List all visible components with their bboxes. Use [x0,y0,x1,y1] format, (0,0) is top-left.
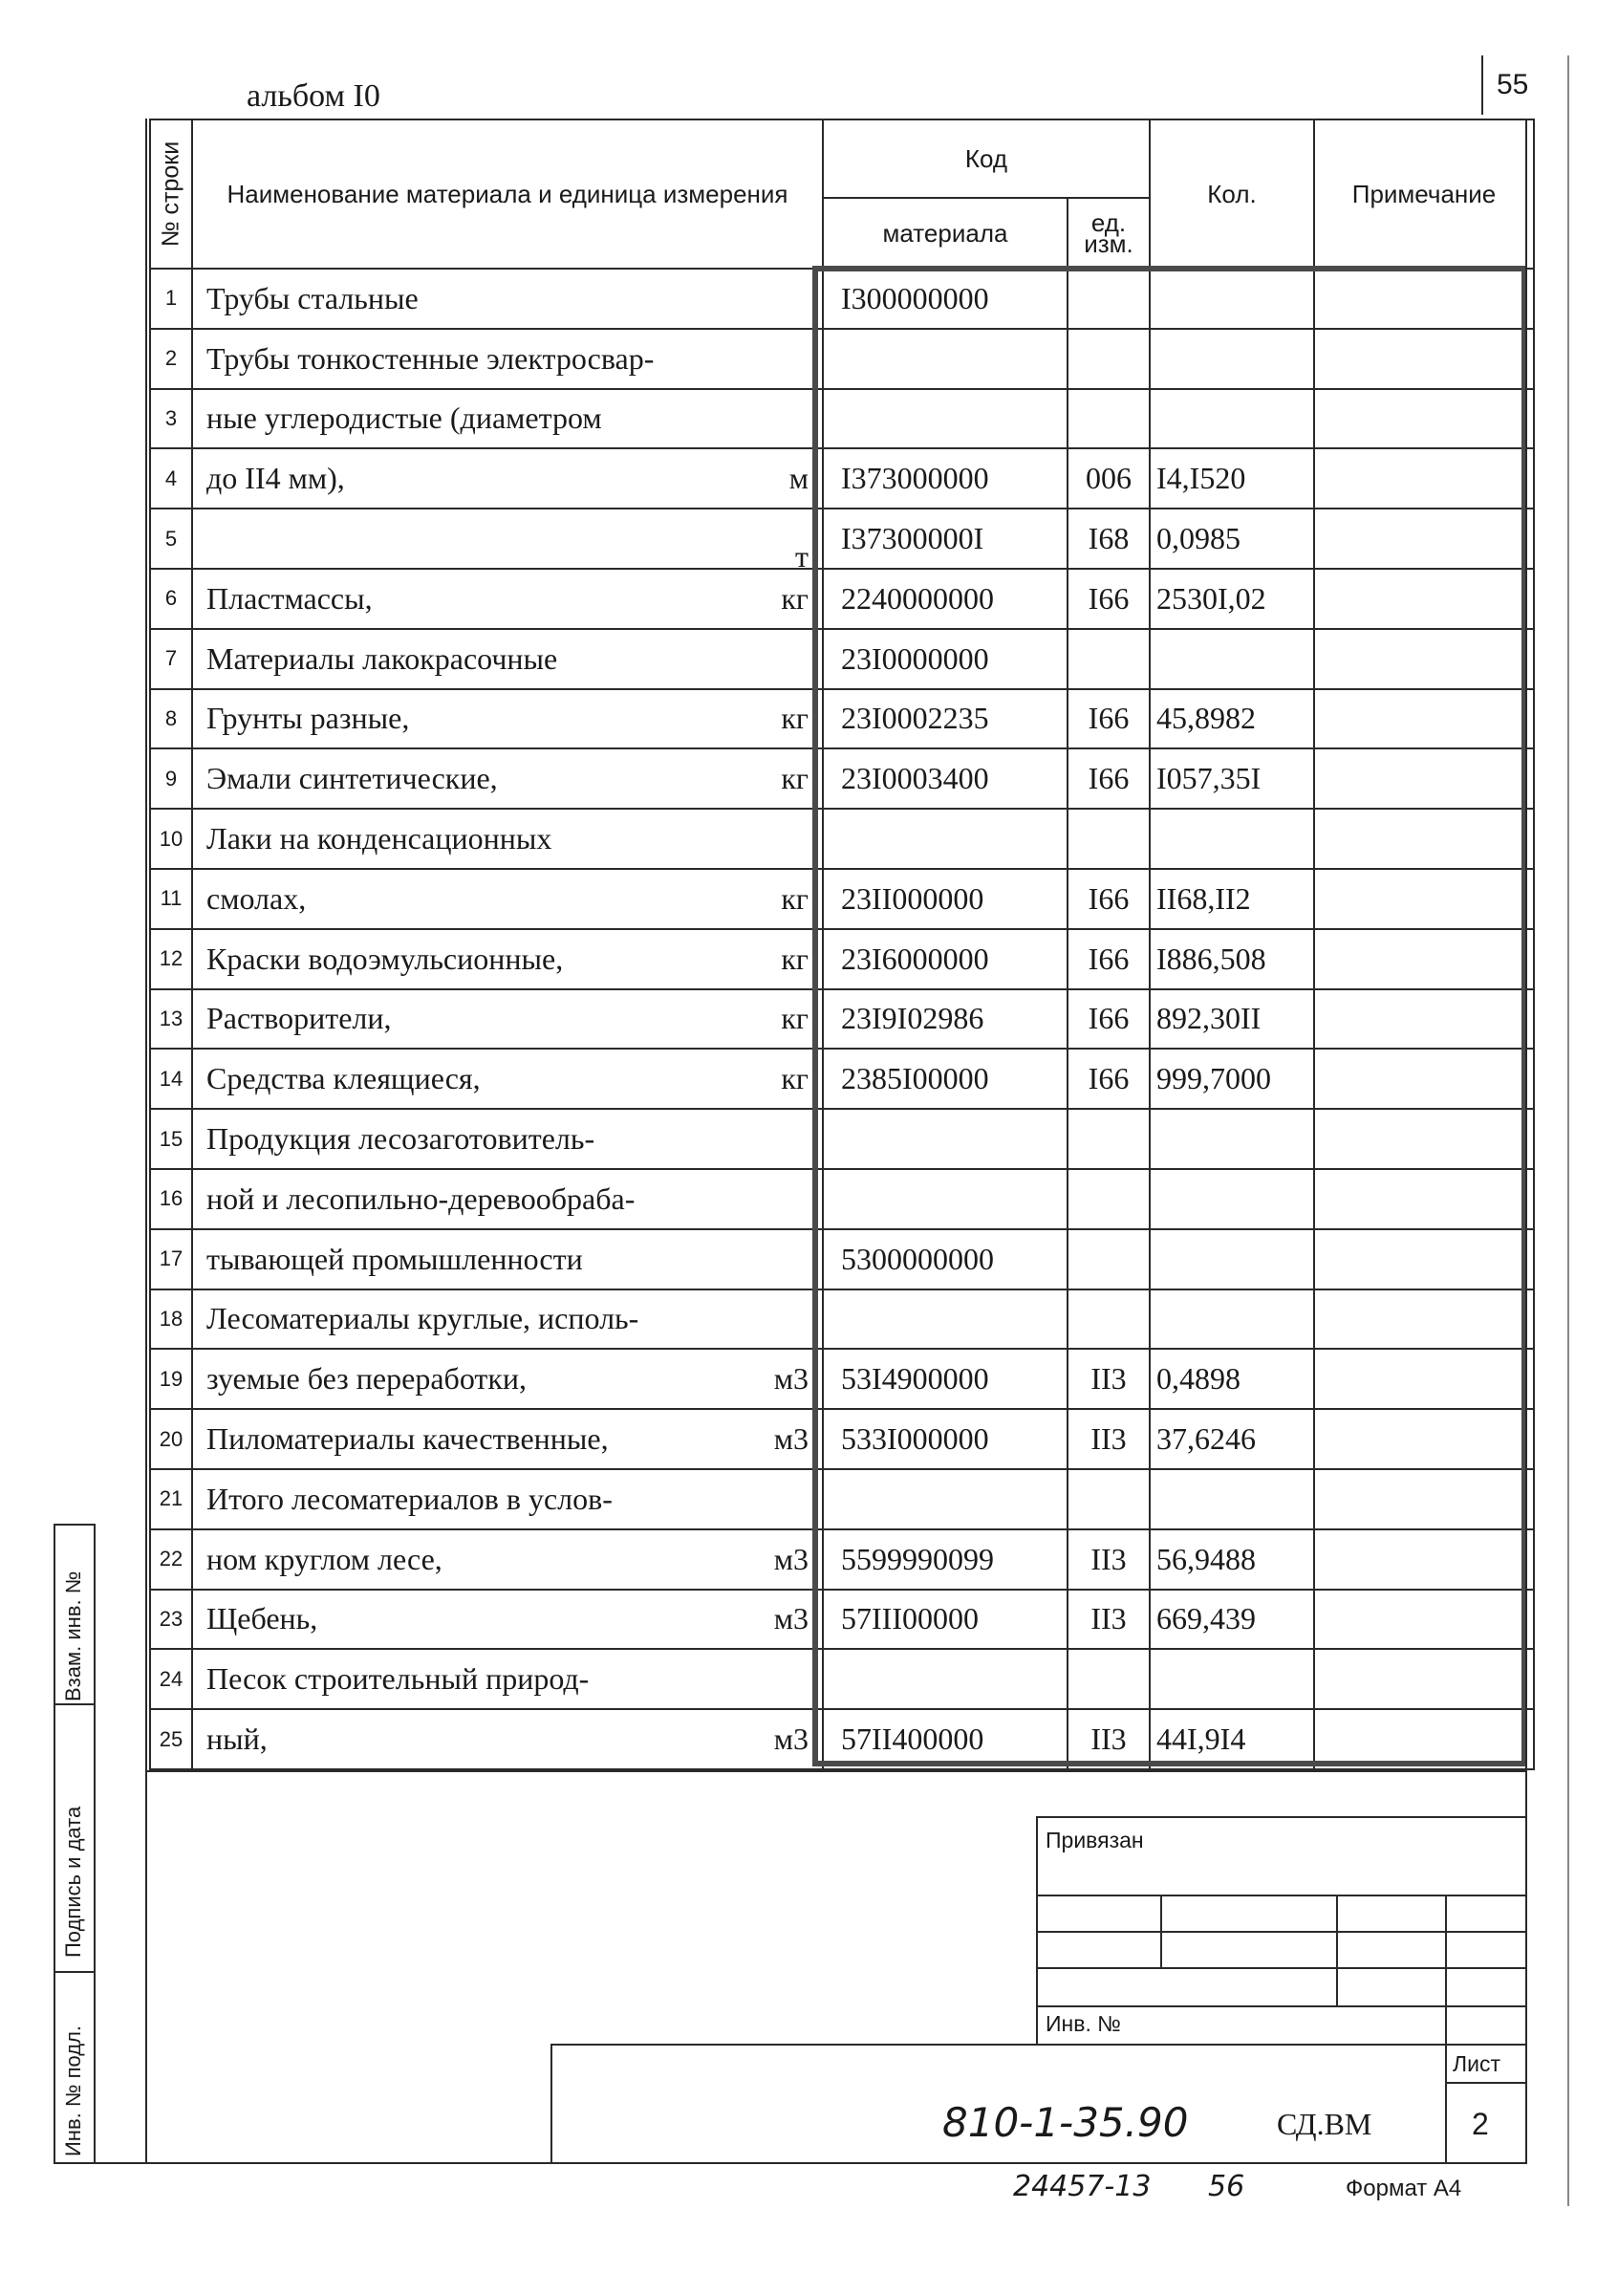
side-strip-div-2 [54,1971,96,1973]
unit-code-cell: I66 [1068,929,1150,989]
material-code-cell: 23I0000000 [823,629,1068,689]
material-name: ном круглом лесе, [206,1541,442,1576]
material-name: Итого лесоматериалов в услов- [206,1481,613,1516]
tb-grid-v3 [1445,1895,1447,2162]
material-name: смолах, [206,880,307,916]
material-name: Трубы стальные [206,280,419,315]
material-name: Пластмассы, [206,580,373,616]
list-number: 2 [1472,2107,1489,2141]
material-name-cell [192,389,823,449]
tb-grid-h2 [1036,1931,1525,1933]
tb-grid-h4 [1036,2005,1525,2007]
quantity-cell: 56,9488 [1150,1529,1314,1590]
frame-left-line [145,119,147,2162]
quantity-cell: 0,4898 [1150,1349,1314,1409]
row-number-cell: 6 [150,569,192,629]
material-unit: кг [781,941,809,976]
unit-code-cell: I66 [1068,1049,1150,1109]
material-name: Трубы тонкостенные электросвар- [206,340,655,376]
material-name: ной и лесопильно-деревообраба- [206,1180,636,1216]
material-name-cell [192,689,823,749]
quantity-cell: I4,I520 [1150,448,1314,509]
unit-code-cell: I66 [1068,748,1150,809]
material-code-cell: 2385I00000 [823,1049,1068,1109]
material-name: Пиломатериалы качественные, [206,1421,609,1457]
side-strip-outer [54,1524,55,2164]
header-code-unit: ед. изм. [1068,198,1150,269]
unit-code-cell: II3 [1068,1529,1150,1590]
row-number-cell: 21 [150,1469,192,1529]
material-code-cell: 5300000000 [823,1229,1068,1289]
row-number-cell: 7 [150,629,192,689]
material-code-cell: 23I0003400 [823,748,1068,809]
material-name-cell [192,989,823,1050]
material-code-cell: 2240000000 [823,569,1068,629]
doc-code: 810-1-35.90 [942,2099,1189,2146]
quantity-cell: 2530I,02 [1150,569,1314,629]
unit-code-cell: I66 [1068,569,1150,629]
material-unit: м3 [773,1601,809,1636]
material-name-cell [192,869,823,929]
bottom-code: 24457-13 [1013,2170,1152,2203]
material-name: Щебень, [206,1601,318,1636]
material-code-cell: 533I000000 [823,1409,1068,1469]
material-code-cell: 23II000000 [823,869,1068,929]
material-name-cell [192,1169,823,1229]
tb-stamp-left [550,2044,552,2164]
row-number-cell: 11 [150,869,192,929]
row-number-cell: 25 [150,1709,192,1769]
data-frame [812,266,1527,1766]
quantity-cell: II68,II2 [1150,869,1314,929]
tb-list-line [1445,2082,1525,2084]
frame-right-line [1525,119,1527,2164]
material-name: Грунты разные, [206,701,410,736]
row-number-cell: 2 [150,329,192,389]
material-name: Продукция лесозаготовитель- [206,1121,595,1157]
row-number-cell: 24 [150,1649,192,1709]
material-code-cell: I300000000 [823,269,1068,329]
material-name-cell [192,629,823,689]
tb-top-line [145,1770,1525,1772]
quantity-cell: I057,35I [1150,748,1314,809]
row-number-cell: 18 [150,1289,192,1350]
material-unit: м3 [773,1722,809,1757]
tb-grid-h1 [1036,1895,1525,1896]
side-label-podpis: Подпись и дата [61,1806,85,1958]
page-number-divider [1481,55,1483,115]
row-number-cell: 13 [150,989,192,1050]
row-number-cell: 12 [150,929,192,989]
header-code: Код [823,119,1150,198]
frame-bottom-line [54,2162,1527,2164]
quantity-cell: 44I,9I4 [1150,1709,1314,1769]
unit-code-cell: II3 [1068,1349,1150,1409]
tb-privyazan-top [1036,1816,1525,1818]
row-number-cell: 23 [150,1590,192,1650]
material-code-cell: 57III00000 [823,1590,1068,1650]
row-number-cell: 17 [150,1229,192,1289]
list-label: Лист [1453,2051,1500,2076]
material-unit: кг [781,1061,809,1096]
material-code-cell: 23I0002235 [823,689,1068,749]
row-number-cell: 9 [150,748,192,809]
quantity-cell: 45,8982 [1150,689,1314,749]
material-unit: м3 [773,1421,809,1457]
material-name-cell [192,569,823,629]
format-label: Формат А4 [1346,2176,1462,2201]
material-name: зуемые без переработки, [206,1361,528,1397]
row-number-cell: 4 [150,448,192,509]
material-unit: кг [781,580,809,616]
tb-grid-h3 [1036,1967,1525,1969]
material-name: Лесоматериалы круглые, исполь- [206,1301,639,1336]
header-qty: Кол. [1150,119,1314,269]
side-strip-div-1 [54,1703,96,1705]
material-code-cell: 57II400000 [823,1709,1068,1769]
material-name: Средства клеящиеся, [206,1061,481,1096]
quantity-cell: 0,0985 [1150,509,1314,569]
row-number-cell: 20 [150,1409,192,1469]
side-strip-top [54,1524,96,1526]
material-name: ные углеродистые (диаметром [206,401,602,436]
material-name-cell [192,748,823,809]
material-name: до II4 мм), [206,461,345,496]
inv-no-label: Инв. № [1046,2011,1121,2036]
bottom-num: 56 [1208,2170,1245,2203]
material-name-cell [192,1469,823,1529]
row-number-cell: 19 [150,1349,192,1409]
unit-code-cell: I66 [1068,989,1150,1050]
material-name-cell [192,1649,823,1709]
quantity-cell: 669,439 [1150,1590,1314,1650]
side-label-inv-podl: Инв. № подл. [61,2025,85,2156]
header-note: Примечание [1314,119,1534,269]
row-number-cell: 22 [150,1529,192,1590]
side-label-vzam: Взам. инв. № [61,1570,85,1701]
material-name-cell [192,1349,823,1409]
quantity-cell: 999,7000 [1150,1049,1314,1109]
material-code-cell: 23I9I02986 [823,989,1068,1050]
material-unit: т [795,538,809,569]
row-number-cell: 16 [150,1169,192,1229]
material-name-cell [192,1409,823,1469]
material-name-cell [192,1590,823,1650]
row-number-cell: 3 [150,389,192,449]
quantity-cell: I886,508 [1150,929,1314,989]
unit-code-cell: I66 [1068,689,1150,749]
material-code-cell: 53I4900000 [823,1349,1068,1409]
material-name-cell [192,929,823,989]
material-code-cell: I373000000 [823,448,1068,509]
tb-stamp-top [550,2044,1525,2046]
material-code-cell: 5599990099 [823,1529,1068,1590]
material-unit: м3 [773,1361,809,1397]
material-name-cell [192,809,823,869]
material-unit: кг [781,880,809,916]
album-label: альбом I0 [247,78,380,114]
row-number-cell: 14 [150,1049,192,1109]
material-name-cell [192,1529,823,1590]
material-name-cell [192,1709,823,1769]
unit-code-cell: I68 [1068,509,1150,569]
material-unit: кг [781,761,809,796]
material-name-cell [192,1049,823,1109]
material-name: Песок строительный природ- [206,1661,590,1697]
tb-grid-v1 [1160,1895,1162,1969]
side-strip-inner [94,1524,96,2164]
material-name-cell [192,329,823,389]
header-code-material: материала [823,198,1068,269]
material-unit: м [788,461,809,496]
unit-code-cell: II3 [1068,1409,1150,1469]
material-name: Лаки на конденсационных [206,821,552,856]
material-unit: кг [781,1001,809,1036]
material-name-cell [192,448,823,509]
row-number-cell: 15 [150,1109,192,1169]
quantity-cell: 892,30II [1150,989,1314,1050]
material-name-cell [192,1109,823,1169]
material-unit: м3 [773,1541,809,1576]
material-name: ный, [206,1722,268,1757]
material-unit: кг [781,701,809,736]
header-row-no: № строки [150,119,192,269]
row-number-cell: 5 [150,509,192,569]
material-name: Эмали синтетические, [206,761,498,796]
material-code-cell: 23I6000000 [823,929,1068,989]
material-name-cell [192,1289,823,1350]
privyazan-label: Привязан [1046,1828,1144,1852]
tb-privyazan-left [1036,1816,1038,2044]
material-name: тывающей промышленности [206,1241,583,1276]
doc-suffix: СД.ВМ [1277,2107,1372,2141]
page-number: 55 [1497,69,1529,100]
unit-code-cell: II3 [1068,1590,1150,1650]
row-number-cell: 10 [150,809,192,869]
row-number-cell: 1 [150,269,192,329]
material-name-cell [192,1229,823,1289]
material-name-cell [192,509,823,569]
material-name: Материалы лакокрасочные [206,640,558,676]
right-margin-line [1567,55,1569,2206]
unit-code-cell: II3 [1068,1709,1150,1769]
unit-code-cell: 006 [1068,448,1150,509]
quantity-cell: 37,6246 [1150,1409,1314,1469]
material-name: Краски водоэмульсионные, [206,941,564,976]
material-name: Растворители, [206,1001,392,1036]
tb-grid-v2 [1336,1895,1338,2005]
unit-code-cell: I66 [1068,869,1150,929]
material-code-cell: I37300000I [823,509,1068,569]
row-number-cell: 8 [150,689,192,749]
header-name: Наименование материала и единица измерения [192,119,823,269]
material-name-cell [192,269,823,329]
